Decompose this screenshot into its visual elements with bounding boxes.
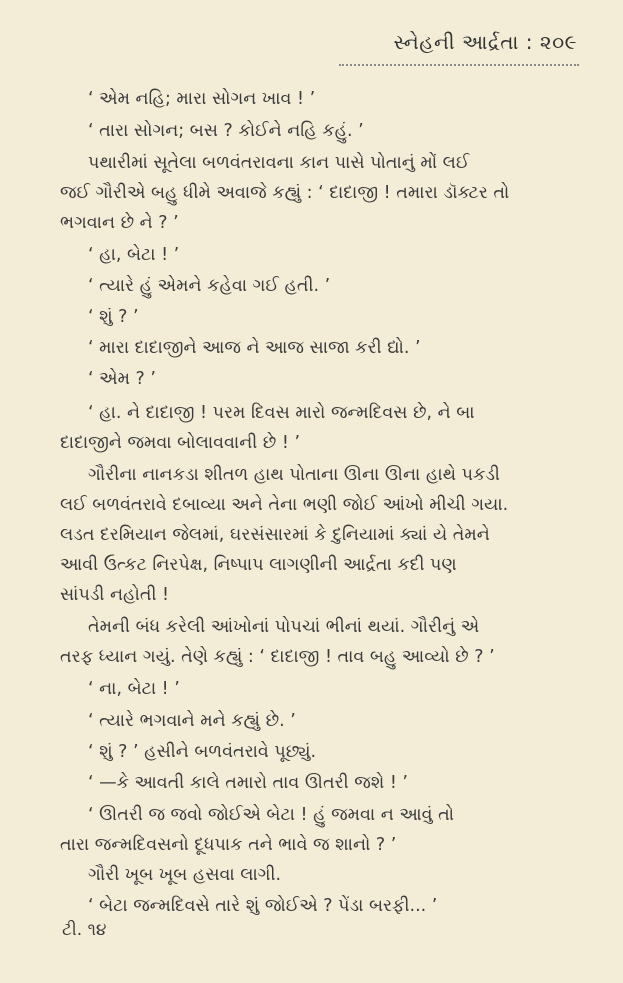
- text-line: ગૌરી ખૂબ ખૂબ હસવા લાગી.: [88, 865, 282, 885]
- running-head: સ્નેહની આર્દ્રતા : ૨૦૯: [393, 30, 577, 54]
- text-line: ‘ તારા સોગન; બસ ? કોઈને નહિ કહું. ’: [88, 121, 364, 141]
- signature-mark: ટી. ૧૪: [62, 920, 107, 940]
- text-line: ‘ હા. ને દાદાજી ! પરમ દિવસ મારો જન્મદિવસ છે, ને બા: [88, 403, 475, 423]
- text-line: જઈ ગૌરીએ બહુ ધીમે અવાજે કહ્યું : ‘ દાદાજી ! તમારા ડૉક્ટર તો: [60, 183, 510, 203]
- text-line: તારા જન્મદિવસનો દૂધપાક તને ભાવે જ શાનો ? ’: [60, 835, 397, 855]
- text-line: પથારીમાં સૂતેલા બળવંતરાવના કાન પાસે પોતાનું મોં લઈ: [88, 153, 470, 173]
- header-rule: [339, 60, 579, 66]
- text-line: ‘ શું ? ’: [88, 307, 139, 327]
- text-line: ભગવાન છે ને ? ’: [60, 213, 179, 233]
- text-line: લઈ બળવંતરાવે દબાવ્યા અને તેના ભણી જોઈ આંખો મીચી ગયા.: [60, 495, 509, 515]
- text-line: સાંપડી નહોતી !: [60, 585, 170, 605]
- text-line: ‘ મારા દાદાજીને આજ ને આજ સાજા કરી દ્યો. ’: [88, 338, 421, 358]
- text-line: તરફ ધ્યાન ગયું. તેણે કહ્યું : ‘ દાદાજી ! તાવ બહુ આવ્યો છે ? ’: [60, 647, 495, 667]
- text-line: ‘ બેટા જન્મદિવસે તારે શું જોઈએ ? પેંડા બરફી... ’: [88, 896, 438, 916]
- text-line: દાદાજીને જમવા બોલાવવાની છે ! ’: [60, 433, 301, 453]
- text-line: ‘ એમ ? ’: [88, 369, 156, 389]
- text-line: લડત દરમિયાન જેલમાં, ઘરસંસારમાં કે દુનિયામાં ક્યાં યે તેમને: [60, 525, 490, 545]
- text-line: ‘ ત્યારે હું એમને કહેવા ગઈ હતી. ’: [88, 276, 331, 296]
- text-line: તેમની બંધ કરેલી આંખોનાં પોપચાં ભીનાં થયાં. ગૌરીનું એ: [88, 617, 480, 637]
- text-line: ‘ એમ નહિ; મારા સોગન ખાવ ! ’: [88, 89, 316, 109]
- text-line: ‘ —કે આવતી કાલે તમારો તાવ ઊતરી જશે ! ’: [88, 773, 408, 793]
- text-line: ગૌરીના નાનકડા શીતળ હાથ પોતાના ઊના ઊના હાથે પકડી: [88, 465, 500, 485]
- text-line: ‘ ઊતરી જ જવો જોઈએ બેટા ! હું જમવા ન આવું તો: [88, 805, 455, 825]
- text-line: આવી ઉત્કટ નિરપેક્ષ, નિષ્પાપ લાગણીની આર્દ્રતા કદી પણ: [60, 555, 457, 575]
- text-line: ‘ ના, બેટા ! ’: [88, 679, 180, 699]
- text-line: ‘ હા, બેટા ! ’: [88, 245, 180, 265]
- text-line: ‘ શું ? ’ હસીને બળવંતરાવે પૂછ્યું.: [88, 742, 317, 762]
- text-line: ‘ ત્યારે ભગવાને મને કહ્યું છે. ’: [88, 711, 296, 731]
